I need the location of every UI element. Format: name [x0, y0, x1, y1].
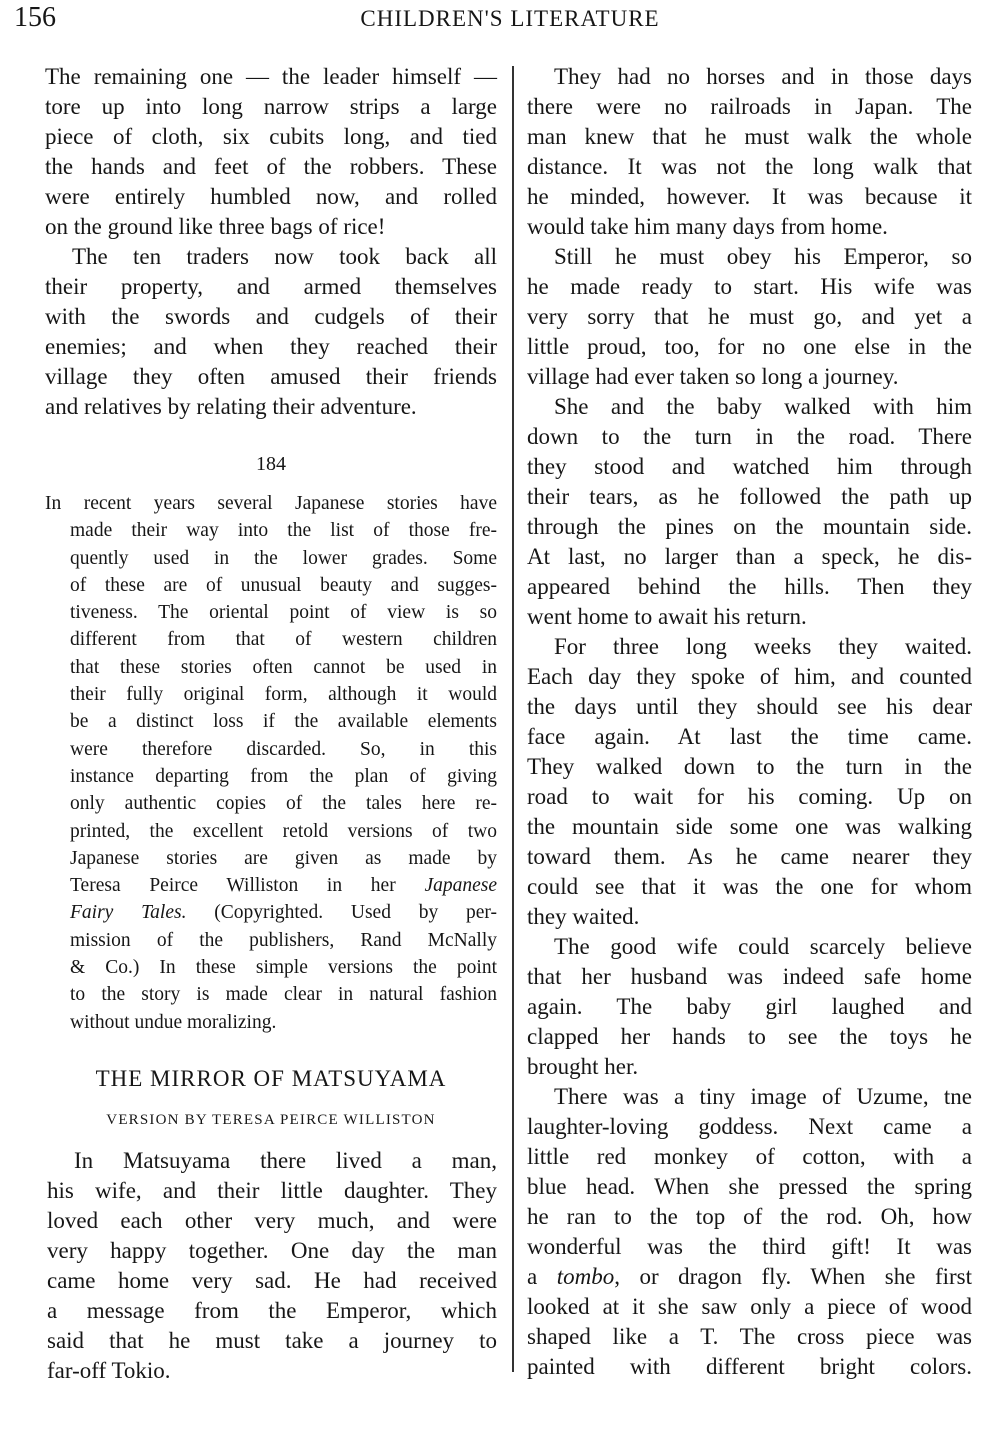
text-line: brought her. [527, 1054, 639, 1079]
text-line: face again. At last the time came. [527, 724, 972, 749]
text-line: man knew that he must walk the whole [527, 124, 972, 149]
page-number: 156 [14, 2, 56, 33]
text-line: wonderful was the third gift! It was [527, 1234, 972, 1259]
text-line: For three long weeks they waited. [554, 634, 972, 659]
text-line: with the swords and cudgels of their [45, 304, 497, 329]
italic-text: tombo [556, 1264, 615, 1289]
text-line: down to the turn in the road. There [527, 424, 972, 449]
paragraph [47, 1146, 497, 1386]
text-line [527, 1262, 972, 1292]
text-line: were therefore discarded. So, in this [70, 738, 497, 760]
running-title: CHILDREN'S LITERATURE [360, 6, 660, 31]
paragraph [527, 392, 972, 632]
paragraph [527, 62, 972, 242]
text-line: & Co.) In these simple versions the point [70, 957, 497, 979]
text-line: he ran to the top of the rod. Oh, how [527, 1204, 972, 1229]
text-line: clapped her hands to see the toys he [527, 1024, 972, 1049]
italic-text: Fairy Tales. [70, 902, 187, 924]
text-line: laughter-loving goddess. Next came a [527, 1114, 972, 1139]
paragraph [45, 490, 497, 1036]
text-line: The remaining one — the leader himself — [45, 64, 497, 89]
text-line: a message from the Emperor, which [47, 1298, 497, 1323]
text-line: there were no railroads in Japan. The [527, 94, 972, 119]
text-line: village they often amused their friends [45, 364, 497, 389]
text-line: their property, and armed themselves [45, 274, 497, 299]
text-line: to the story is made clear in natural fashion [70, 984, 497, 1006]
text-line: they waited. [527, 904, 640, 929]
story-text [47, 1146, 497, 1386]
paragraph [527, 932, 972, 1082]
paragraph [527, 1082, 972, 1382]
section-number: 184 [256, 453, 286, 475]
text-line: tiveness. The oriental point of view is so [70, 602, 497, 624]
text-line: that her husband was indeed safe home [527, 964, 972, 989]
text-line: instance departing from the plan of giving [70, 765, 497, 787]
text-line: came home very sad. He had received [47, 1268, 497, 1293]
text-line: little proud, too, for no one else in the [527, 334, 972, 359]
text-line: could see that it was the one for whom [527, 874, 972, 899]
text-line [45, 899, 497, 926]
text-line: his wife, and their little daughter. They [47, 1178, 497, 1203]
text-span: , or dragon fly. When she first [614, 1264, 972, 1289]
text-line: their fully original form, although it would [70, 684, 497, 706]
text-line: the hands and feet of the robbers. These [45, 154, 497, 179]
text-span: (Copyrighted. Used by per- [186, 902, 498, 924]
text-line: painted with different bright colors. [527, 1354, 972, 1379]
text-line: road to wait for his coming. Up on [527, 784, 972, 809]
text-line: on the ground like three bags of rice! [45, 214, 386, 239]
column-divider [512, 66, 514, 1372]
text-line: went home to await his return. [527, 604, 807, 629]
text-line: She and the baby walked with him [554, 394, 972, 419]
text-line: Each day they spoke of him, and counted [527, 664, 972, 689]
text-line: enemies; and when they reached their [45, 334, 497, 359]
text-line: of these are of unusual beauty and sugges- [70, 574, 497, 596]
text-line: The ten traders now took back all [72, 244, 497, 269]
text-line: the days until they should see his dear [527, 694, 972, 719]
text-line: Japanese stories are given as made by [70, 847, 497, 869]
paragraph [45, 242, 497, 422]
text-line: without undue moralizing. [70, 1011, 277, 1033]
text-line: little red monkey of cotton, with a [527, 1144, 972, 1169]
text-line: In Matsuyama there lived a man, [74, 1148, 497, 1173]
text-line: through the pines on the mountain side. [527, 514, 972, 539]
text-line: They walked down to the turn in the [527, 754, 972, 779]
text-line: toward them. As he came nearer they [527, 844, 972, 869]
editorial-note [45, 490, 497, 1036]
text-line: were entirely humbled now, and rolled [45, 184, 497, 209]
text-line: The good wife could scarcely believe [554, 934, 972, 959]
text-line: be a distinct loss if the available elements [70, 711, 497, 733]
story-title: THE MIRROR OF MATSUYAMA [95, 1066, 447, 1091]
text-line: would take him many days from home. [527, 214, 888, 239]
text-line [45, 872, 497, 899]
text-line: village had ever taken so long a journey. [527, 364, 899, 389]
text-line: made their way into the list of those fre- [70, 520, 497, 542]
text-line: said that he must take a journey to [47, 1328, 497, 1353]
text-line: blue head. When she pressed the spring [527, 1174, 972, 1199]
italic-text: Japanese [424, 875, 497, 897]
text-line: very happy together. One day the man [47, 1238, 497, 1263]
text-line: mission of the publishers, Rand McNally [70, 929, 497, 951]
text-line: Still he must obey his Emperor, so [554, 244, 972, 269]
text-line: different from that of western children [70, 629, 497, 651]
text-line: tore up into long narrow strips a large [45, 94, 497, 119]
text-line: At last, no larger than a speck, he dis- [527, 544, 972, 569]
text-line: far-off Tokio. [47, 1358, 171, 1383]
text-line: and relatives by relating their adventure. [45, 394, 417, 419]
text-line: loved each other very much, and were [47, 1208, 497, 1233]
text-line: piece of cloth, six cubits long, and tied [45, 124, 497, 149]
text-line: again. The baby girl laughed and [527, 994, 972, 1019]
text-span: a [527, 1264, 557, 1289]
text-line: In recent years several Japanese stories have [45, 493, 497, 514]
text-line: only authentic copies of the tales here re- [70, 793, 497, 815]
text-span: Teresa Peirce Williston in her [70, 875, 425, 897]
text-line: their tears, as he followed the path up [527, 484, 972, 509]
paragraph [45, 62, 497, 242]
text-line: he made ready to start. His wife was [527, 274, 972, 299]
text-line: They had no horses and in those days [554, 64, 972, 89]
story-byline: VERSION BY TERESA PEIRCE WILLISTON [106, 1112, 436, 1128]
right-column-text [527, 62, 972, 1382]
text-line: quently used in the lower grades. Some [70, 547, 497, 569]
text-line: looked at it she saw only a piece of wood [527, 1294, 972, 1319]
text-line: There was a tiny image of Uzume, tne [554, 1084, 972, 1109]
text-line: that these stories often cannot be used in [70, 656, 497, 678]
paragraph [527, 632, 972, 932]
left-column-text [45, 62, 497, 422]
text-line: the mountain side some one was walking [527, 814, 972, 839]
text-line: they stood and watched him through [527, 454, 972, 479]
text-line: distance. It was not the long walk that [527, 154, 972, 179]
paragraph [527, 242, 972, 392]
text-line: shaped like a T. The cross piece was [527, 1324, 972, 1349]
text-line: he minded, however. It was because it [527, 184, 972, 209]
text-line: very sorry that he must go, and yet a [527, 304, 972, 329]
text-line: printed, the excellent retold versions of two [70, 820, 497, 842]
text-line: appeared behind the hills. Then they [527, 574, 972, 599]
